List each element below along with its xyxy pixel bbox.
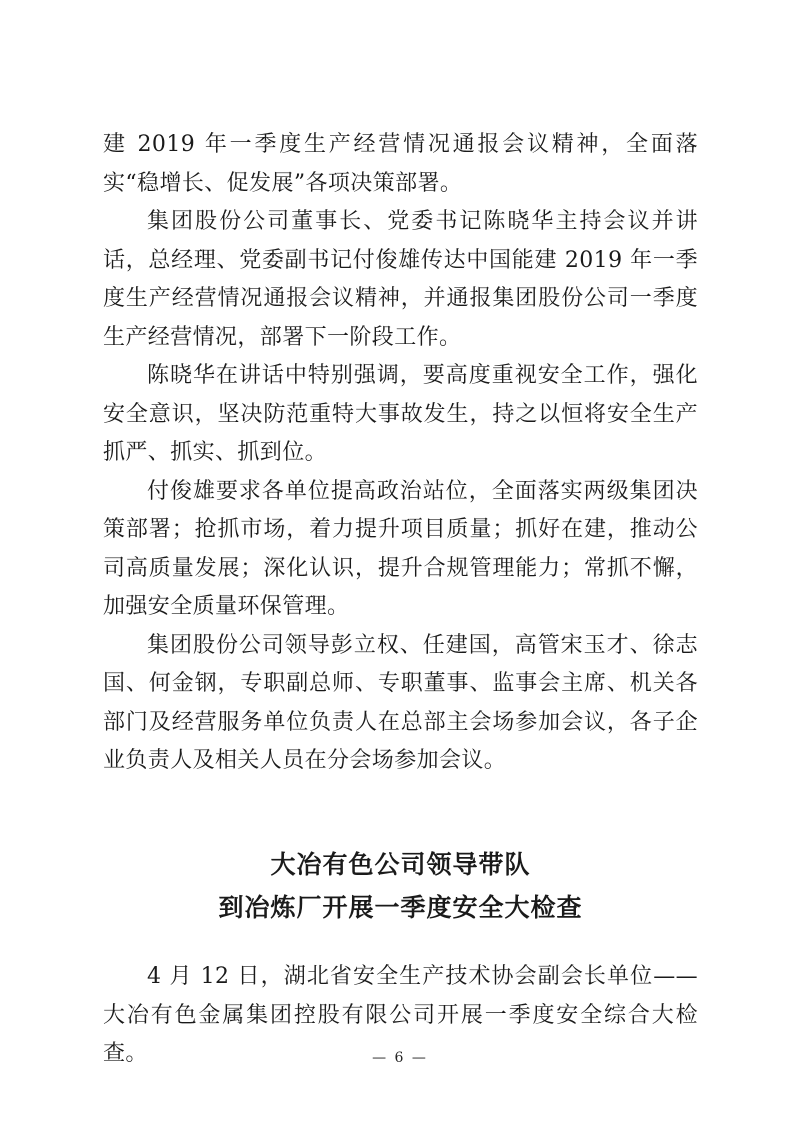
paragraph-requirements: 付俊雄要求各单位提高政治站位，全面落实两级集团决策部署；抢抓市场，着力提升项目质量；抓好在建，推动公司高质量发展；深化认识，提升合规管理能力；常抓不懈，加强安全质量环保管理。 [103,478,698,619]
paragraph-safety-emphasis: 陈晓华在讲话中特别强调，要高度重视安全工作，强化安全意识，坚决防范重特大事故发生，持之以恒将安全生产抓严、抓实、抓到位。 [103,363,698,465]
paragraph-attendees: 集团股份公司领导彭立权、任建国，高管宋玉才、徐志国、何金钢，专职副总师、专职董事、监事会主席、机关各部门及经营服务单位负责人在总部主会场参加会议，各子企业负责人及相关人员在分会场参加会议。 [103,632,698,773]
article2-paragraph: 4 月 12 日，湖北省安全生产技术协会副会长单位——大冶有色金属集团控股有限公司开展一季度安全综合大检查。 [103,964,698,1066]
page-number: — 6 — [372,1050,428,1066]
article-title-line1: 大冶有色公司领导带队 [270,850,531,879]
article-body [103,126,698,781]
paragraph-chairman-speech: 集团股份公司董事长、党委书记陈晓华主持会议并讲话，总经理、党委副书记付俊雄传达中国能建 2019 年一季度生产经营情况通报会议精神，并通报集团股份公司一季度生产经营情况，部署下一阶段工作。 [103,209,698,350]
article-title-line2: 到冶炼厂开展一季度安全大检查 [218,893,583,922]
paragraph-continuation: 建 2019 年一季度生产经营情况通报会议精神，全面落实“稳增长、促发展”各项决策部署。 [103,132,698,196]
